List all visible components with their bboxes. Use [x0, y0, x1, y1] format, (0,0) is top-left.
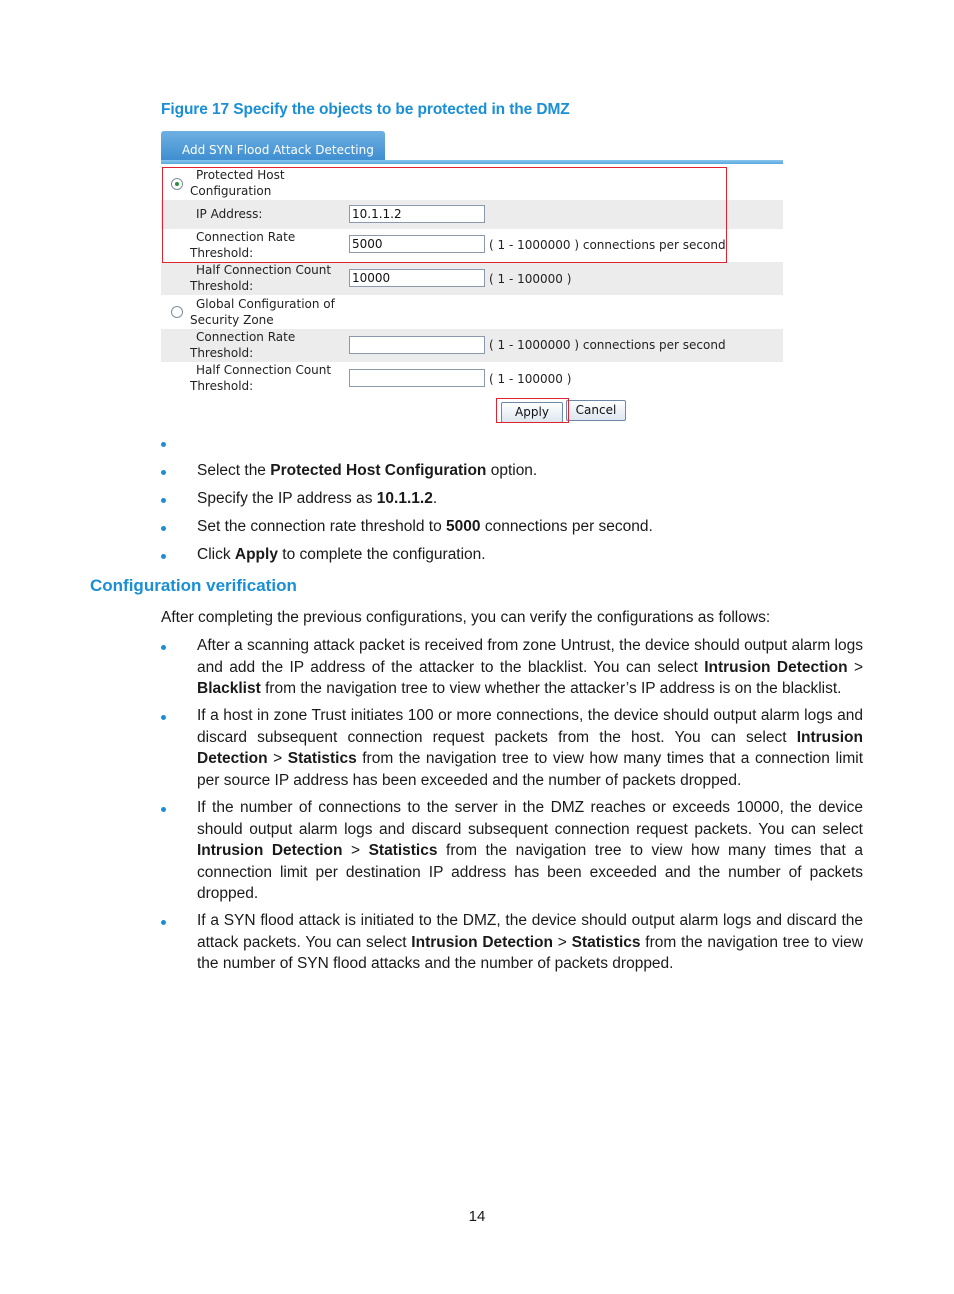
verify-4-bold-1: Intrusion Detection — [411, 933, 553, 951]
section-heading: Configuration verification — [90, 576, 297, 595]
bullet — [161, 498, 166, 503]
protected-rate-label-line1: Connection Rate — [196, 230, 296, 244]
verify-4-sep: > — [553, 933, 572, 951]
step-2-pre: Specify the IP address as — [197, 490, 377, 507]
page-number: 14 — [468, 1208, 486, 1225]
protected-half-label-line2: Threshold: — [190, 279, 254, 293]
tab-add-syn-flood[interactable] — [161, 131, 385, 162]
cancel-button[interactable]: Cancel — [566, 400, 626, 421]
bullet — [161, 715, 166, 720]
global-rate-input[interactable] — [349, 336, 485, 354]
ip-address-label: IP Address: — [196, 207, 263, 221]
verify-3-bold-1: Intrusion Detection — [197, 842, 343, 859]
ip-address-input[interactable]: 10.1.1.2 — [349, 205, 485, 223]
bullet — [161, 645, 166, 650]
bullet — [161, 470, 166, 475]
verify-4-tail: from the navigation tree to view the number of SYN flood attacks and the number of packets dropped. — [197, 933, 863, 972]
figure-caption: Figure 17 Specify the objects to be protected in the DMZ — [161, 101, 570, 118]
global-rate-label-line2: Threshold: — [190, 346, 254, 360]
row-global-half — [161, 362, 783, 395]
global-half-input[interactable] — [349, 369, 485, 387]
highlight-protected-host — [162, 167, 727, 263]
global-zone-label-line2: Security Zone — [190, 313, 274, 327]
protected-rate-input[interactable]: 5000 — [349, 235, 485, 253]
highlight-apply — [496, 398, 569, 423]
step-1-pre: Select the — [197, 462, 271, 479]
global-zone-label-line1: Global Configuration of — [196, 297, 335, 311]
row-protected-half — [161, 262, 783, 295]
verify-2-sep: > — [267, 750, 288, 767]
step-1-bold: Protected Host Configuration — [270, 462, 487, 479]
protected-host-label-line1: Protected Host — [196, 168, 285, 182]
bullet — [161, 526, 166, 531]
protected-rate-label-line2: Threshold: — [190, 246, 254, 260]
verify-3-text: If the number of connections to the server in the DMZ reaches or exceeds 10000, the device should output alarm logs and discard subsequent connection request packets. You can select — [197, 799, 863, 838]
bullet — [161, 807, 166, 812]
protected-host-label-line2: Configuration — [190, 184, 272, 198]
bullet — [161, 920, 166, 925]
verify-2-bold-2: Statistics — [287, 750, 357, 767]
verify-2-text: If a host in zone Trust initiates 100 or more connections, the device should output alarm logs and discard subsequent connection request packets from the host. You can select — [197, 707, 863, 746]
verify-3-bold-2: Statistics — [368, 842, 438, 859]
verify-1-text: After a scanning attack packet is received from zone Untrust, the device should output alarm logs and add the IP address of the attacker to the blacklist. You can select — [197, 637, 863, 676]
verify-1-sep: > — [847, 658, 863, 676]
verify-item-2 — [197, 705, 863, 791]
verify-1-bold-2: Blacklist — [197, 680, 261, 697]
step-4-pre: Click — [197, 546, 235, 563]
verify-item-3 — [197, 797, 863, 905]
step-2 — [197, 488, 437, 510]
step-1-post: option. — [486, 462, 538, 479]
verify-1-bold-1: Intrusion Detection — [704, 658, 848, 676]
verify-4-bold-2: Statistics — [571, 933, 641, 951]
verify-3-tail: from the navigation tree to view how many times that a connection limit per destination IP address has been exceeded and the number of packets dropped. — [197, 842, 863, 902]
step-3 — [197, 516, 653, 538]
step-4 — [197, 544, 486, 566]
verification-intro: After completing the previous configurations, you can verify the configurations as follows: — [161, 609, 771, 626]
syn-flood-form — [161, 131, 783, 426]
global-rate-label-line1: Connection Rate — [196, 330, 296, 344]
verify-item-1 — [197, 635, 863, 700]
step-2-bold: 10.1.1.2 — [376, 490, 433, 507]
tab-label: Add SYN Flood Attack Detecting — [182, 143, 374, 157]
verify-3-sep: > — [342, 842, 369, 859]
step-4-bold: Apply — [234, 546, 278, 563]
verify-2-tail: from the navigation tree to view how many times that a connection limit per source IP address has been exceeded and the number of packets dropped. — [197, 750, 864, 789]
row-global-rate — [161, 329, 783, 362]
bullet — [161, 554, 166, 559]
step-3-post: connections per second. — [480, 518, 653, 535]
protected-half-label-line1: Half Connection Count — [196, 263, 332, 277]
step-3-bold: 5000 — [446, 518, 481, 535]
verify-item-4 — [197, 910, 863, 975]
verify-4-text: If a SYN flood attack is initiated to the DMZ, the device should output alarm logs and discard the attack packets. You can select — [197, 912, 863, 951]
global-half-label-line1: Half Connection Count — [196, 363, 332, 377]
step-4-post: to complete the configuration. — [277, 546, 486, 563]
global-rate-hint: ( 1 - 1000000 ) connections per second — [489, 338, 726, 352]
global-half-hint: ( 1 - 100000 ) — [489, 372, 572, 386]
verify-2-bold-1: Intrusion Detection — [197, 728, 863, 767]
row-global-zone-option — [161, 295, 783, 329]
apply-button[interactable]: Apply — [501, 402, 563, 423]
global-zone-radio[interactable] — [171, 306, 183, 318]
protected-half-input[interactable]: 10000 — [349, 269, 485, 287]
tab-underline — [161, 160, 783, 164]
step-2-post: . — [432, 490, 438, 507]
global-half-label-line2: Threshold: — [190, 379, 254, 393]
protected-rate-hint: ( 1 - 1000000 ) connections per second — [489, 238, 726, 252]
protected-half-hint: ( 1 - 100000 ) — [489, 272, 572, 286]
bullet-empty — [161, 442, 166, 447]
step-1 — [197, 460, 537, 482]
verify-1-tail: from the navigation tree to view whether the attacker’s IP address is on the blacklist. — [260, 680, 842, 697]
step-3-pre: Set the connection rate threshold to — [197, 518, 447, 535]
